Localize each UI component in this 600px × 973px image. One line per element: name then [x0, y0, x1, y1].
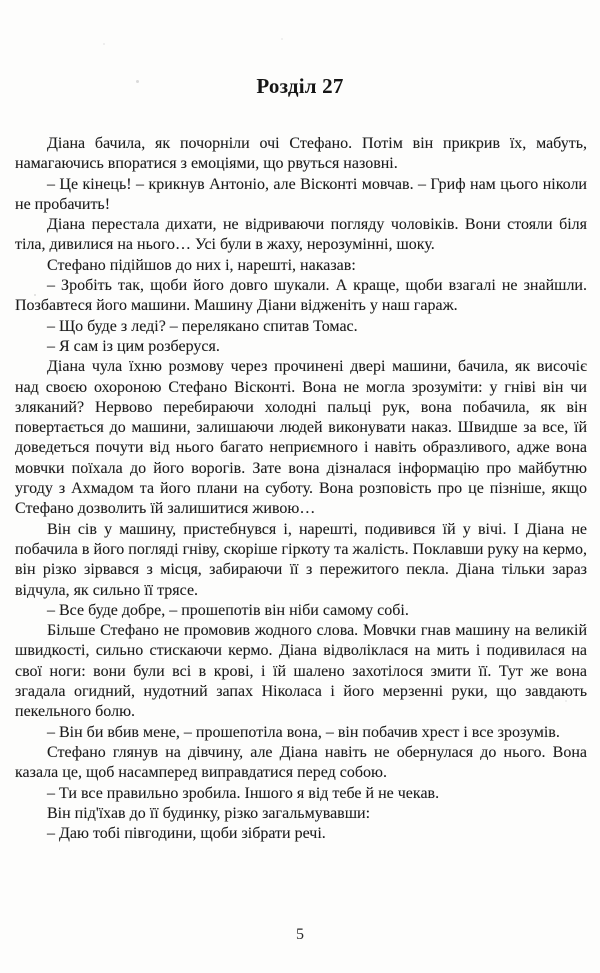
paragraph: Стефано глянув на дівчину, але Діана навіть не обернулася до нього. Вона казала це, щоб насамперед виправдатися перед собою.	[15, 743, 587, 782]
scan-speck	[103, 43, 105, 45]
paragraph: – Даю тобі півгодини, щоби зібрати речі.	[47, 825, 326, 843]
paragraph: Діана чула їхню розмову через прочинені двері машини, бачила, як височіє над своєю охороною Стефано Вісконті. Вона не могла зрозуміти: у гніві він чи зляканий? Нервово перебираючи холодні пальці рук, вона побачила, як він повертається до машини, залишаючи людей виконувати наказ. Швидше за все, їй доведеться почути від нього багато неприємного і навіть образливого, адже вона мовчки поїхала до його ворогів. Зате вона дізналася інформацію про майбутню угоду з Ахмадом та його плани на суботу. Вона розповість про це пізніше, якщо Стефано дозволить їй залишитися живою…	[15, 358, 587, 518]
paragraph: – Він би вбив мене, – прошепотіла вона, – він побачив хрест і все зрозумів.	[47, 723, 560, 741]
scan-speck	[136, 80, 139, 83]
paragraph: Стефано підійшов до них і, нарешті, наказав:	[47, 256, 356, 274]
paragraph: Діана бачила, як почорніли очі Стефано. Потім він прикрив їх, мабуть, намагаючись впоратися з емоціями, що рвуться назовні.	[15, 135, 587, 173]
scan-speck	[34, 294, 36, 296]
paragraph: – Що буде з леді? – перелякано спитав Томас.	[47, 317, 358, 335]
paragraph: – Ти все правильно зробила. Іншого я від тебе й не чекав.	[47, 784, 440, 802]
paragraph: – Це кінець! – крикнув Антоніо, але Вісконті мовчав. – Гриф нам цього ніколи не пробачить!	[15, 175, 587, 213]
chapter-heading: Розділ 27	[256, 74, 344, 98]
paragraph: – Зробіть так, щоби його довго шукали. А краще, щоби взагалі не знайшли. Позбавтеся його машини. Машину Діани відженіть у наш гараж.	[15, 277, 587, 315]
paragraph: Він сів у машину, пристебнувся і, нарешті, подивився їй у вічі. І Діана не побачила в його погляді гніву, скоріше гіркоту та жалість. Поклавши руку на кермо, він різко зірвався з місця, забираючи її з пережитого пекла. Діана тільки зараз відчула, як сильно її трясе.	[15, 520, 587, 599]
paragraph: – Все буде добре, – прошепотів він ніби самому собі.	[47, 601, 409, 619]
paragraph: Він під'їхав до її будинку, різко загальмувавши:	[47, 804, 371, 822]
body-text	[0, 134, 600, 844]
page-number: 5	[296, 926, 304, 943]
scan-speck	[281, 38, 283, 40]
scan-speck	[565, 700, 567, 702]
paragraph: – Я сам із цим розберуся.	[47, 337, 220, 355]
paragraph: Діана перестала дихати, не відриваючи погляду чоловіків. Вони стояли біля тіла, дивилися на нього… Усі були в жаху, нерозумінні, шоку.	[15, 216, 587, 254]
paragraph: Більше Стефано не промовив жодного слова. Мовчки гнав машину на великій швидкості, сильно стискаючи кермо. Діана відволіклася на мить і подивилася на свої ноги: вони були всі в крові, і їй шалено захотілося змити її. Тут же вона згадала огидний, нудотний запах Ніколаса і його мерзенні руки, що завдають пекельного болю.	[15, 622, 587, 721]
